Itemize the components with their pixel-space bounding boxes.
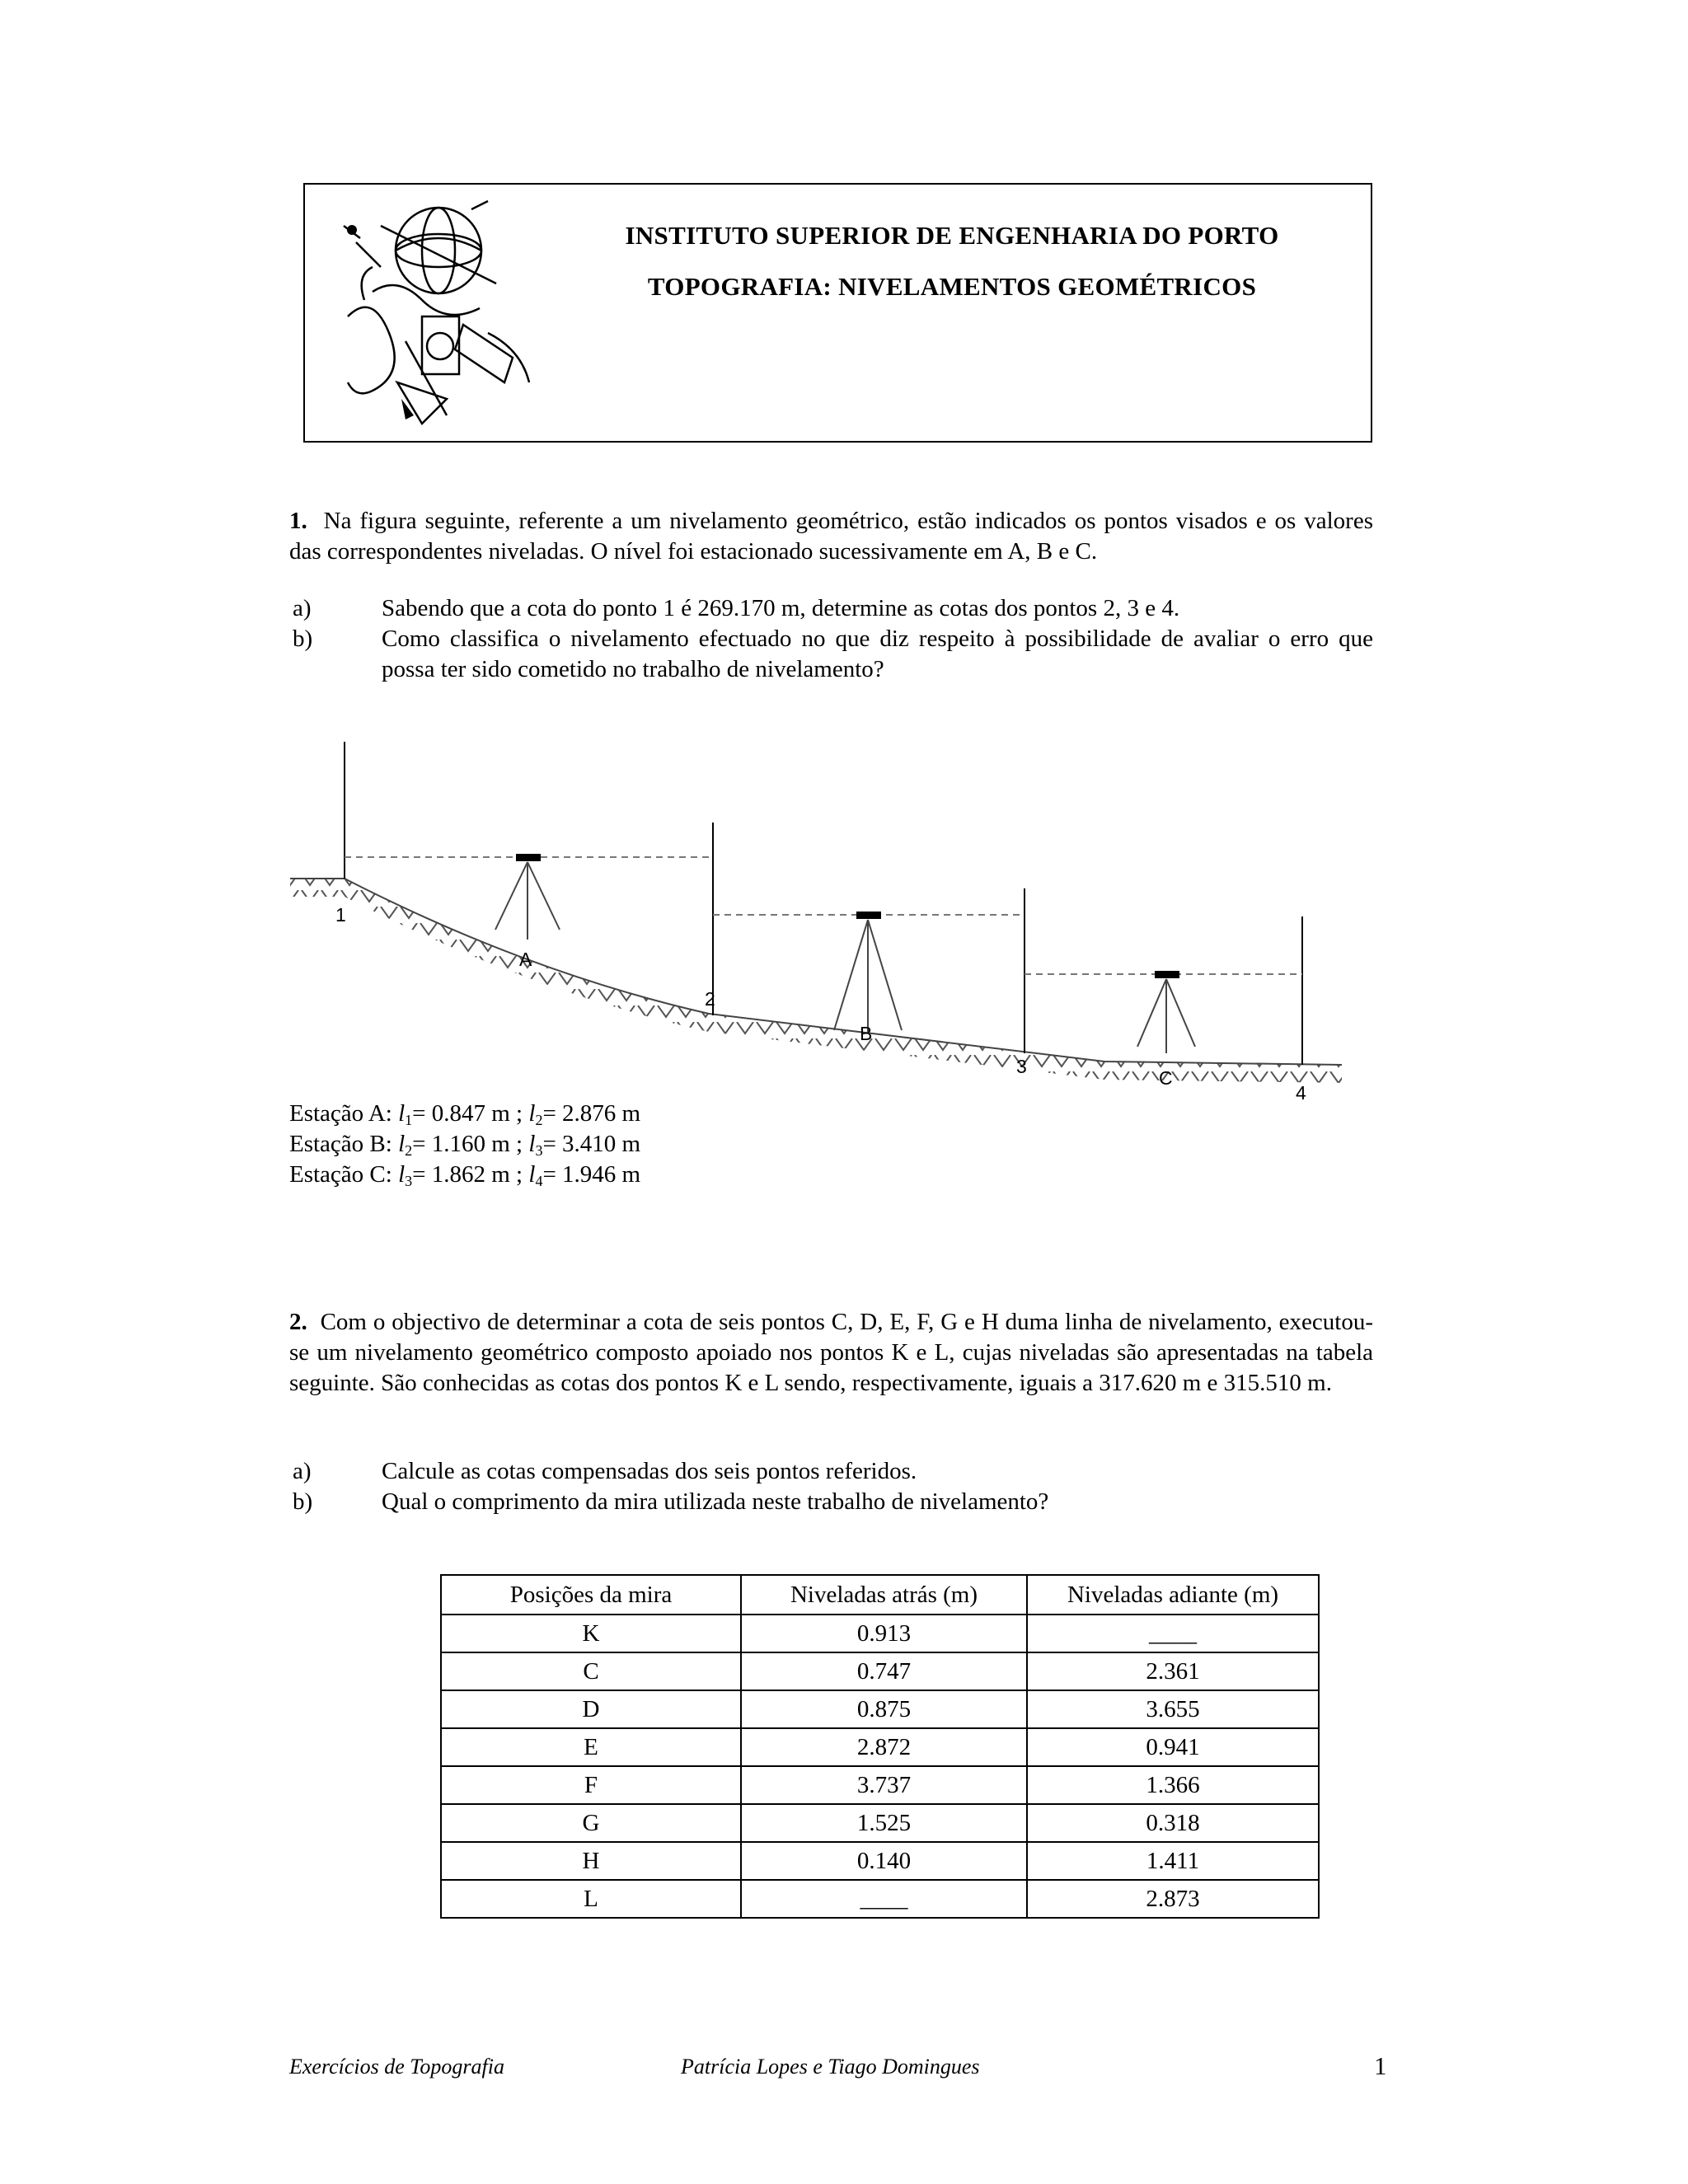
table-cell: 0.318 [1027,1804,1319,1842]
item-label: b) [293,1488,313,1515]
point-3-label: 3 [1016,1056,1027,1077]
exercise-2-item-a [293,1456,1373,1487]
footer-course: Exercícios de Topografia [289,2055,504,2079]
table-cell: C [441,1652,741,1690]
reading-symbol: l [528,1131,536,1157]
table-row [441,1652,1319,1690]
table-row [441,1615,1319,1652]
table-cell: ____ [1027,1615,1319,1652]
institute-emblem-logo [323,193,542,430]
tripod-b [834,920,902,1032]
reading-symbol: l [528,1100,536,1127]
table-cell: F [441,1766,741,1804]
table-cell: H [441,1842,741,1880]
station-b-label: B [860,1023,873,1044]
reading-symbol: l [398,1100,406,1127]
reading-symbol: l [528,1161,536,1188]
reading-subscript: 3 [535,1142,543,1159]
station-a-label: A [519,949,532,970]
reading-value: = 1.160 m ; [412,1131,529,1157]
table-cell: 0.140 [741,1842,1027,1880]
exercise-2-text: Com o objectivo de determinar a cota de seis pontos C, D, E, F, G e H duma linha de nivelamento, executou-se um nivelamento geométrico composto apoiado nos pontos K e L, cujas niveladas são apresentadas na tabela seguinte. São conhecidas as cotas dos pontos K e L sendo, respectivamente, iguais a 317.620 m e 315.510 m. [289,1309,1373,1396]
station-a-reading [289,1099,640,1129]
table-header-row [441,1575,1319,1615]
level-instrument-b [856,912,881,919]
item-text: Qual o comprimento da mira utilizada neste trabalho de nivelamento? [382,1488,1049,1515]
table-row [441,1804,1319,1842]
table-cell: G [441,1804,741,1842]
leveling-figure [280,725,1368,1121]
reading-value: = 2.876 m [542,1100,641,1127]
station-readings [289,1099,640,1190]
table-cell: 2.872 [741,1728,1027,1766]
table-cell: 2.873 [1027,1880,1319,1918]
table-row [441,1766,1319,1804]
reading-subscript: 3 [405,1173,413,1189]
tripod-c [1137,979,1195,1053]
reading-value: = 0.847 m ; [412,1100,529,1127]
column-header-backsight: Niveladas atrás (m) [741,1575,1027,1615]
exercise-1-intro [289,506,1373,567]
station-c-reading [289,1160,640,1190]
table-row [441,1690,1319,1728]
ground-hatch [290,879,1342,1083]
station-b-reading [289,1129,640,1160]
item-label: a) [293,595,312,621]
table-cell: 0.941 [1027,1728,1319,1766]
reading-value: = 1.862 m ; [412,1161,529,1188]
table-cell: 3.737 [741,1766,1027,1804]
level-instrument-c [1155,971,1179,978]
level-instrument-a [516,854,541,861]
table-cell: D [441,1690,741,1728]
table-cell: 1.525 [741,1804,1027,1842]
column-header-foresight: Niveladas adiante (m) [1027,1575,1319,1615]
reading-subscript: 2 [535,1112,543,1128]
institute-title: INSTITUTO SUPERIOR DE ENGENHARIA DO PORTO [625,221,1279,250]
table-cell: 0.913 [741,1615,1027,1652]
exercise-2-item-b [293,1487,1373,1517]
exercise-1-text: Na figura seguinte, referente a um nivelamento geométrico, estão indicados os pontos visados e os valores das correspondentes niveladas. O nível foi estacionado sucessivamente em A, B e C. [289,508,1373,565]
reading-subscript: 4 [535,1173,543,1189]
table-cell: 1.411 [1027,1842,1319,1880]
reading-symbol: l [398,1161,406,1188]
table-cell: 2.361 [1027,1652,1319,1690]
station-label: Estação A: [289,1100,399,1127]
station-label: Estação B: [289,1131,399,1157]
point-2-label: 2 [705,988,715,1010]
page-number: 1 [1374,2051,1387,2080]
exercise-1-item-b [293,624,1373,685]
reading-subscript: 2 [405,1142,413,1159]
item-text: Como classifica o nivelamento efectuado no que diz respeito à possibilidade de avaliar o erro que possa ter sido cometido no trabalho de nivelamento? [382,626,1373,682]
table-cell: 0.747 [741,1652,1027,1690]
tripod-a [495,862,560,940]
reading-value: = 1.946 m [542,1161,641,1188]
item-text: Sabendo que a cota do ponto 1 é 269.170 m, determine as cotas dos pontos 2, 3 e 4. [382,595,1180,621]
table-cell: 0.875 [741,1690,1027,1728]
table-cell: 3.655 [1027,1690,1319,1728]
reading-value: = 3.410 m [542,1131,641,1157]
table-cell: 1.366 [1027,1766,1319,1804]
table-cell: E [441,1728,741,1766]
table-row [441,1728,1319,1766]
item-text: Calcule as cotas compensadas dos seis pontos referidos. [382,1458,917,1484]
column-header-position: Posições da mira [441,1575,741,1615]
reading-symbol: l [398,1131,406,1157]
footer-authors: Patrícia Lopes e Tiago Domingues [681,2055,980,2079]
point-1-label: 1 [335,904,346,926]
leveling-table [440,1574,1320,1919]
station-c-label: C [1159,1067,1173,1089]
station-label: Estação C: [289,1161,399,1188]
table-cell: K [441,1615,741,1652]
table-cell: ____ [741,1880,1027,1918]
point-4-label: 4 [1296,1082,1306,1104]
table-cell: L [441,1880,741,1918]
exercise-2-intro [289,1307,1373,1399]
exercise-1-item-a [293,593,1373,624]
item-label: a) [293,1458,312,1484]
exercise-2-number: 2. [289,1309,307,1335]
exercise-1-number: 1. [289,508,307,534]
item-label: b) [293,626,313,652]
reading-subscript: 1 [405,1112,413,1128]
subject-title: TOPOGRAFIA: NIVELAMENTOS GEOMÉTRICOS [647,272,1257,301]
table-row [441,1880,1319,1918]
table-row [441,1842,1319,1880]
